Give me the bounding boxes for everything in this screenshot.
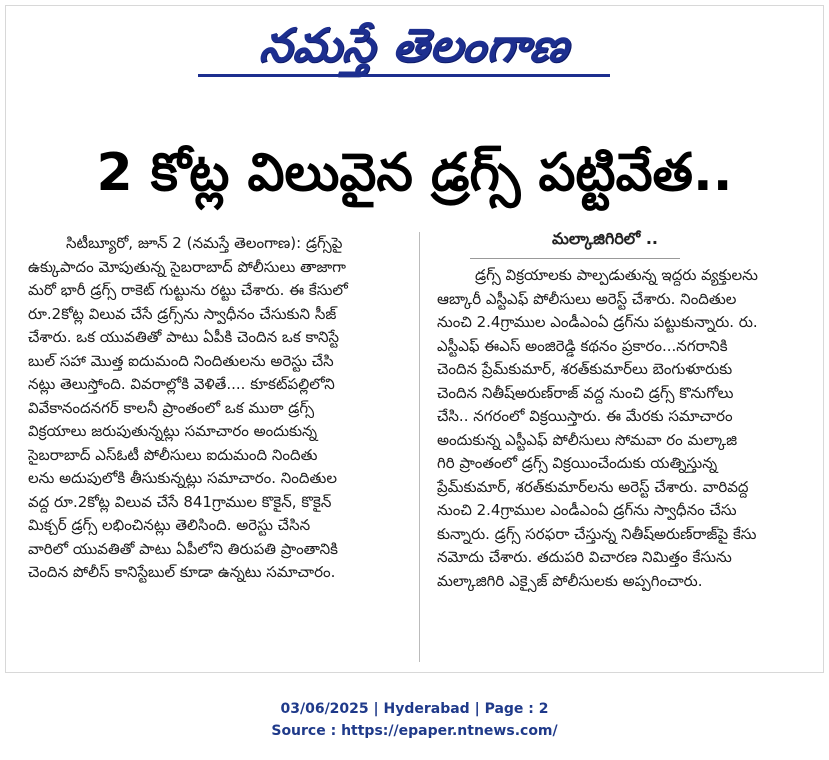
- article-line: బుల్ సహా మొత్త ఐదుమంది నిందితులను అరెస్టు చేసి: [28, 351, 334, 370]
- article-line: చెందిన నితీష్‌అరుణ్‌రాజ్ వద్ద నుంచి డ్రగ్స్ కొనుగోలు: [437, 383, 734, 402]
- article-line: ఎస్టీఎఫ్ ఈఎస్ అంజిరెడ్డి కథనం ప్రకారం...నగరానికి: [437, 336, 728, 355]
- edition-info: 03/06/2025 | Hyderabad | Page : 2: [280, 701, 549, 717]
- article-subheading: మల్కాజిగిరిలో ..: [552, 229, 658, 248]
- article-headline: 2 కోట్ల విలువైన డ్రగ్స్ పట్టివేత..: [96, 143, 733, 203]
- article-left-column: [28, 232, 393, 585]
- article-line: విక్రయాలు జరుపుతున్నట్లు సమాచారం అందుకున్న: [28, 422, 318, 440]
- article-line: మిక్చర్ డ్రగ్స్ లభించినట్లు తెలిసింది. అరెస్టు చేసిన: [28, 516, 311, 534]
- article-line: సైబరాబాద్ ఎస్ఓటీ పోలీసులు ఐదుమంది నిందితు: [28, 445, 318, 464]
- article-line: ఆబ్కారీ ఎస్టీఎఫ్ పోలీసులు అరెస్ట్ చేశారు. నిందితుల: [437, 289, 737, 308]
- article-line: సిటీబ్యూరో, జూన్ 2 (నమస్తే తెలంగాణ): డ్రగ్స్‌పై: [66, 234, 343, 252]
- article-line: చేశారు. ఒక యువతితో పాటు ఏపీకి చెందిన ఒక కానిస్టే: [28, 328, 340, 346]
- article-line: నుంచి 2.4గ్రాముల ఎండీఎంఏ డ్రగ్‌ను పట్టుకున్నారు. రు.: [437, 313, 758, 331]
- article-line: నట్లు తెలుస్తోంది. వివరాల్లోకి వెళితే.... కూకట్‌పల్లిలోని: [28, 375, 335, 393]
- article-line: ఉక్కుపాదం మోపుతున్న సైబరాబాద్ పోలీసులు తాజాగా: [28, 257, 346, 276]
- masthead-logo: నమస్తే తెలంగాణ: [256, 18, 573, 72]
- column-divider: [419, 232, 420, 662]
- article-line: రూ.2కోట్ల విలువ చేసే డ్రగ్స్‌ను స్వాధీనం చేసుకుని సీజ్: [28, 304, 337, 323]
- article-line: మరో భారీ డ్రగ్స్ రాకెట్ గుట్టును రట్టు చేశారు. ఈ కేసులో: [28, 281, 348, 299]
- source-footer: [0, 698, 829, 742]
- article-line: డ్రగ్స్ విక్రయాలకు పాల్పడుతున్న ఇద్దరు వ్యక్తులను: [475, 266, 758, 284]
- subheading-rule: [470, 258, 680, 259]
- article-line: ప్రేమ్‌కుమార్, శరత్‌కుమార్‌లను అరెస్ట్ చేశారు. వారివద్ద: [437, 477, 749, 496]
- article-line: నుంచి 2.4గ్రాముల ఎండీఎంఏ డ్రగ్‌ను స్వాధీనం చేసు: [437, 501, 737, 519]
- article-line: నమోదు చేశారు. తదుపరి విచారణ నిమిత్తం కేసును: [437, 548, 732, 566]
- article-line: అందుకున్న ఎస్టీఎఫ్ పోలీసులు సోమవా రం మల్కాజి: [437, 430, 738, 449]
- article-line: వద్ద రూ.2కోట్ల విలువ చేసే 841గ్రాముల కొకైన్, కొకైన్: [28, 492, 332, 511]
- article-line: చేసి.. నగరంలో విక్రయిస్తారు. ఈ మేరకు సమాచారం: [437, 407, 733, 425]
- article-line: కున్నారు. డ్రగ్స్ సరఫరా చేస్తున్న నితీష్‌అరుణ్‌రాజ్‌పై కేసు: [437, 524, 757, 543]
- article-line: చెందిన ప్రేమ్‌కుమార్, శరత్‌కుమార్‌లు బెంగుళూరుకు: [437, 360, 733, 378]
- masthead-underline: [198, 74, 610, 77]
- article-line: గిరి ప్రాంతంలో డ్రగ్స్ విక్రయించేందుకు యత్నిస్తున్న: [437, 454, 718, 472]
- article-line: చెందిన పోలీస్ కానిస్టేబుల్ కూడా ఉన్నటు సమాచారం.: [28, 563, 336, 581]
- article-line: లను అదుపులోకి తీసుకున్నట్లు సమాచారం. నిందితుల: [28, 469, 337, 487]
- article-line: వివేకానందనగర్ కాలనీ ప్రాంతంలో ఒక ముఠా డ్రగ్స్: [28, 398, 315, 417]
- masthead: [0, 10, 829, 80]
- article-right-column: [437, 264, 802, 593]
- source-link[interactable]: Source : https://epaper.ntnews.com/: [271, 723, 558, 739]
- article-line: వారిలో యువతితో పాటు ఏపీలోని తిరుపతి ప్రాంతానికి: [28, 539, 338, 558]
- article-line: మల్కాజిగిరి ఎక్సైజ్ పోలీసులకు అప్పగించారు.: [437, 571, 703, 590]
